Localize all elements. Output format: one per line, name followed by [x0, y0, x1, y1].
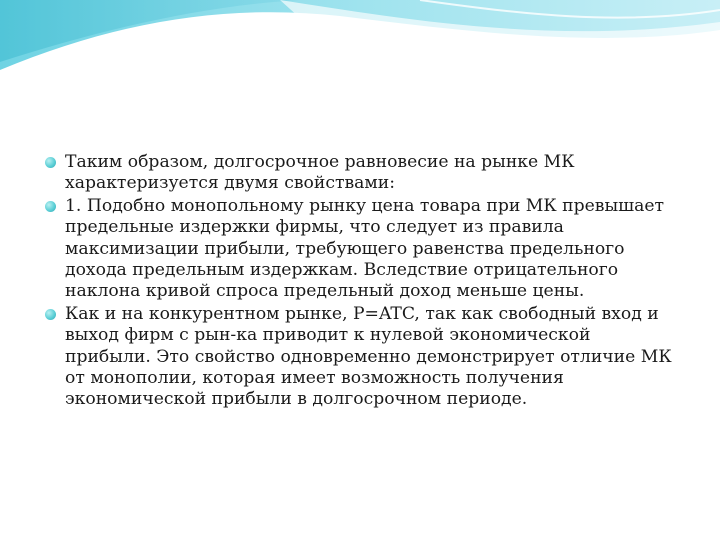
bullet-text: 1. Подобно монопольному рынку цена товара при МК превышает предельные издержки фирмы, что следует из правила максимизации прибыли, требующего равенства предельного дохода предельным издержкам. Вследствие отрицательного наклона кривой спроса предельный доход меньше цены. [65, 195, 665, 302]
bullet-text: Как и на конкурентном рынке, P=ATC, так как свободный вход и выход фирм с рын-ка приводит к нулевой экономической прибыли. Это свойство одновременно демонстрирует отличие МК от монополии, которая имеет возможность получения экономической прибыли в долгосрочном периоде. [65, 303, 672, 410]
bullet-dot-icon [45, 157, 56, 168]
bullet-text: Таким образом, долгосрочное равновесие на рынке МК характеризуется двумя свойствами: [65, 152, 575, 194]
bullet-item [44, 152, 674, 195]
bullet-list [44, 152, 674, 412]
bullet-item [44, 304, 674, 411]
bullet-item [44, 196, 674, 303]
bullet-dot-icon [45, 201, 56, 212]
bullet-dot-icon [45, 309, 56, 320]
header-wave-decoration [0, 0, 720, 90]
